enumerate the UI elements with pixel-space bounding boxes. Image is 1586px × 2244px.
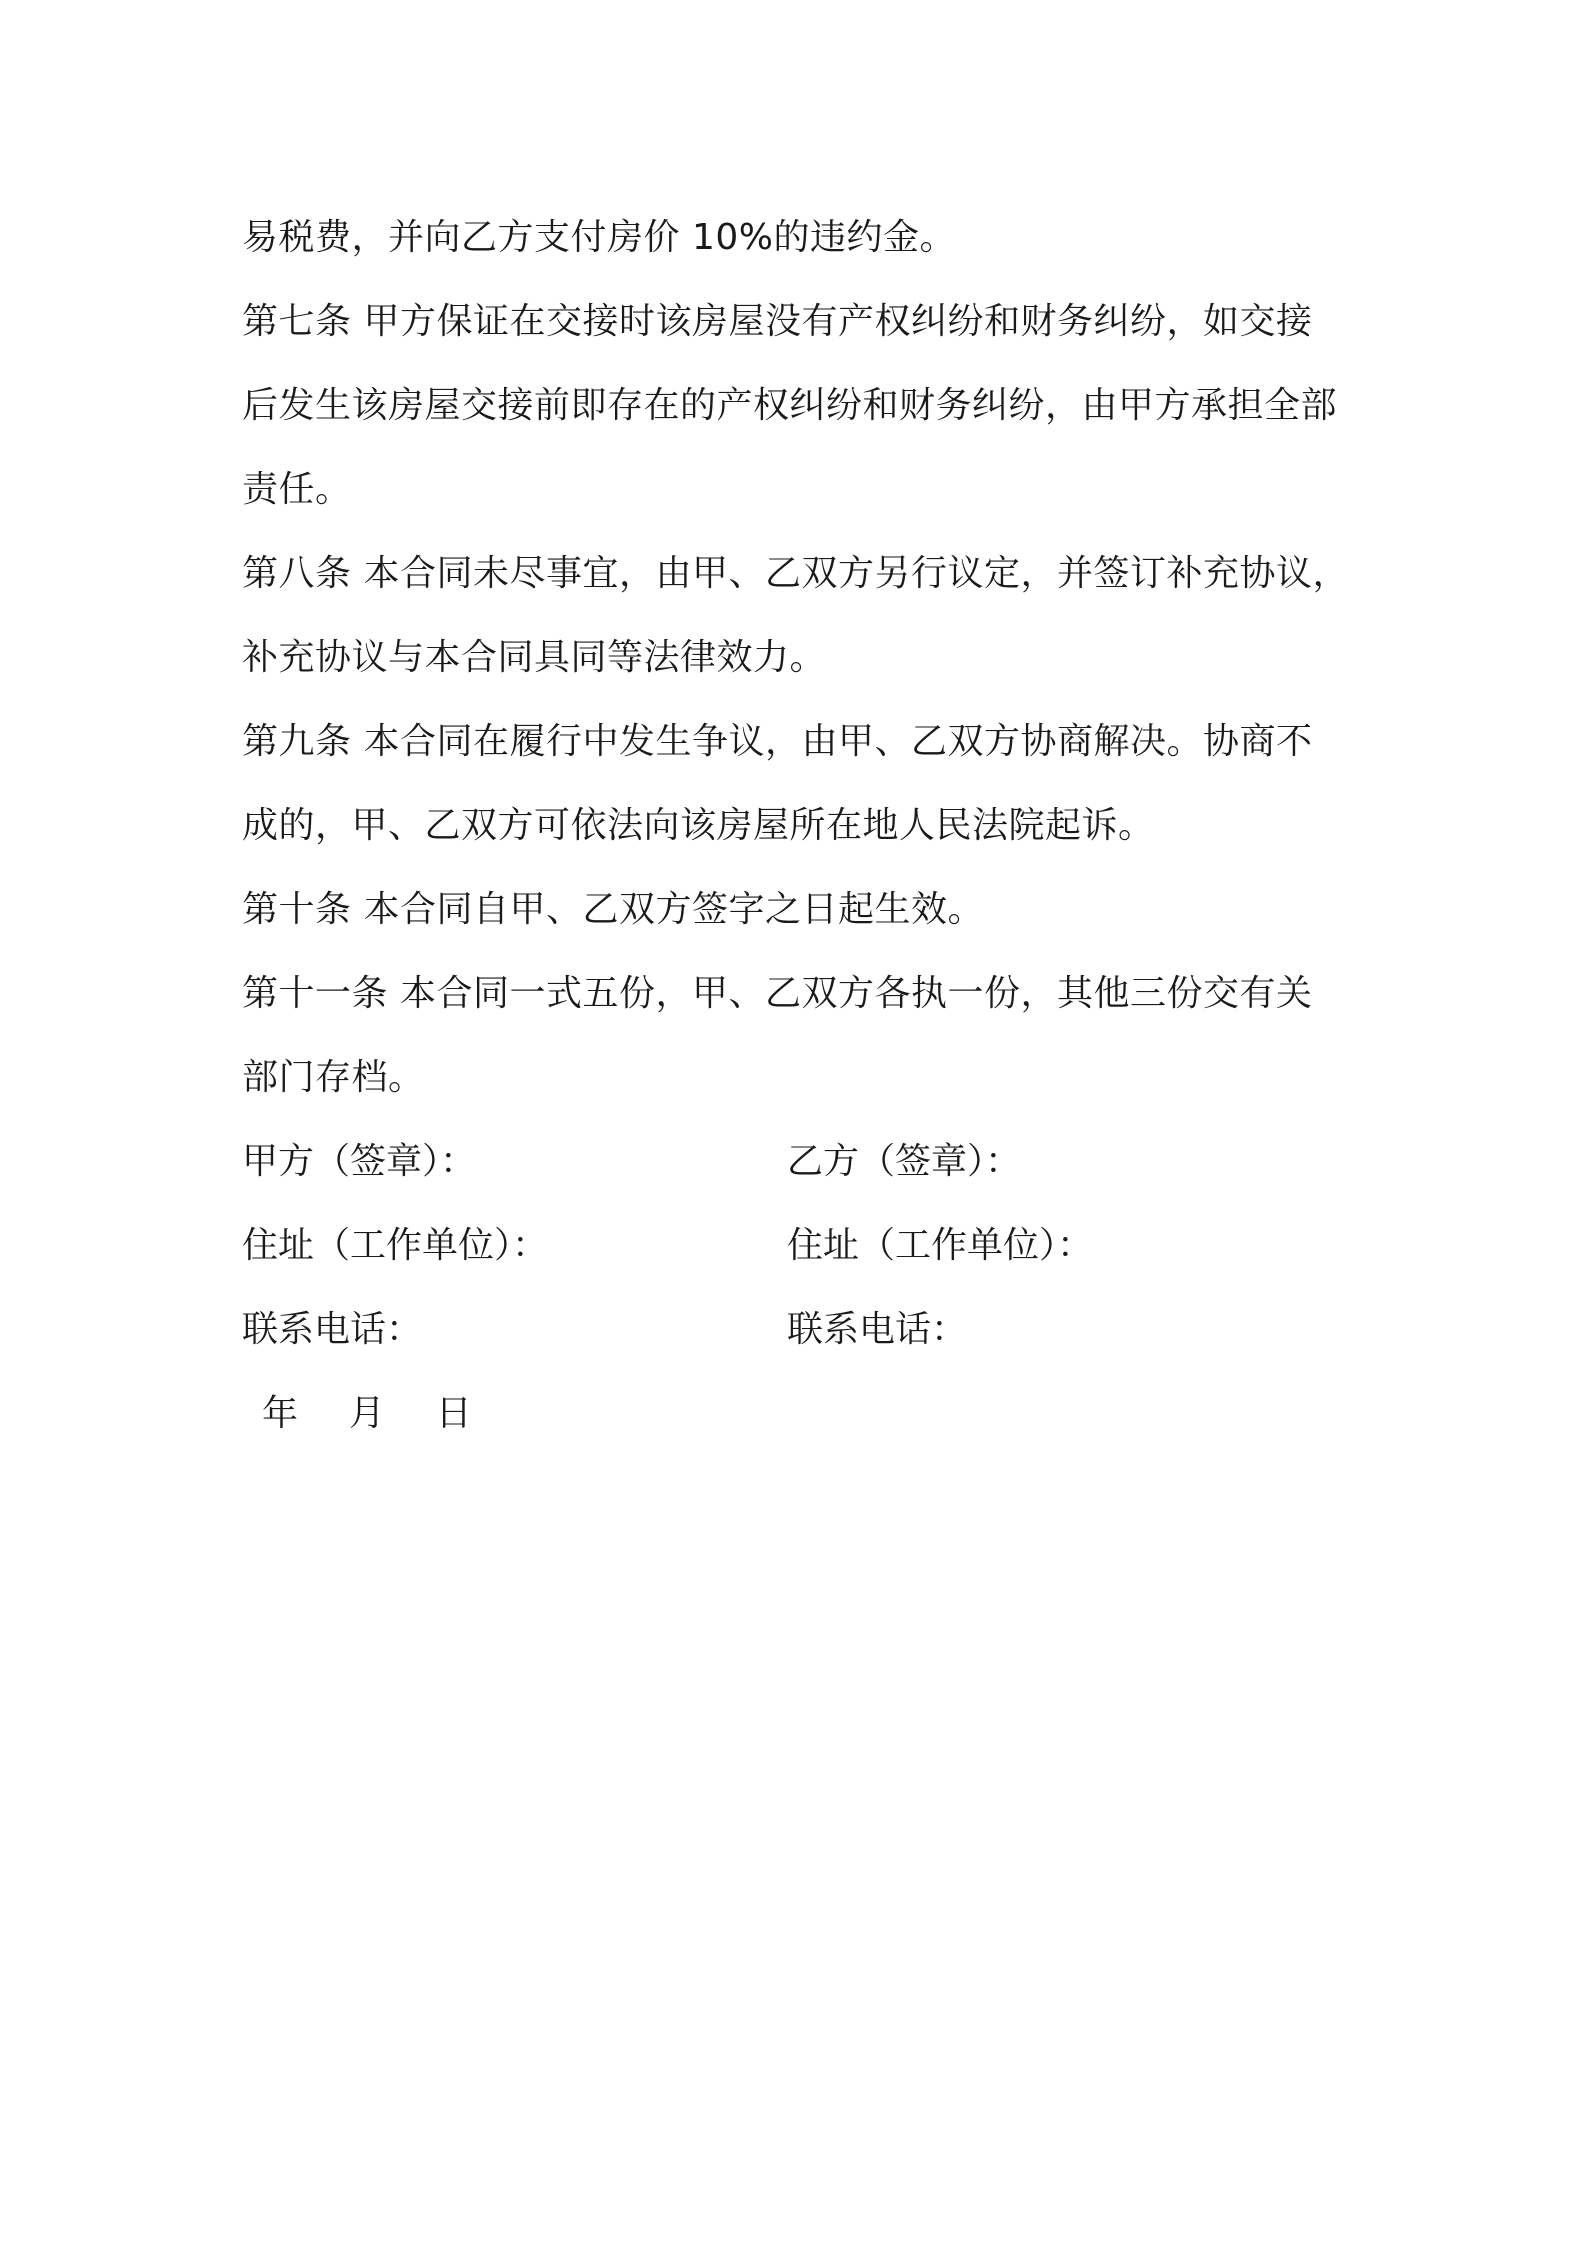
clause-9-line-2: 成的，甲、乙双方可依法向该房屋所在地人民法院起诉。	[242, 805, 1155, 846]
contract-body	[242, 196, 1362, 1456]
signing-date: 年 月 日	[262, 1393, 472, 1434]
signature-phone-row	[242, 1288, 1362, 1372]
clause-8-line-1: 第八条 本合同未尽事宜，由甲、乙双方另行议定，并签订补充协议，	[242, 553, 1349, 594]
party-b-phone-label: 联系电话：	[787, 1309, 968, 1350]
signature-address-row	[242, 1204, 1362, 1288]
clause-7-line-1: 第七条 甲方保证在交接时该房屋没有产权纠纷和财务纠纷，如交接	[242, 301, 1313, 342]
clause-11-line-1: 第十一条 本合同一式五份，甲、乙双方各执一份，其他三份交有关	[242, 973, 1313, 1014]
party-b-address-label: 住址（工作单位）：	[787, 1225, 1094, 1266]
clause-8-line-2: 补充协议与本合同具同等法律效力。	[242, 637, 827, 678]
clause-9-line-1: 第九条 本合同在履行中发生争议，由甲、乙双方协商解决。协商不	[242, 721, 1313, 762]
party-b-seal-label: 乙方（签章）：	[787, 1141, 1022, 1182]
clause-10-line-1: 第十条 本合同自甲、乙双方签字之日起生效。	[242, 889, 984, 930]
clause-11-line-2: 部门存档。	[242, 1057, 425, 1098]
clause-7-line-2: 后发生该房屋交接前即存在的产权纠纷和财务纠纷，由甲方承担全部	[242, 385, 1338, 426]
party-a-seal-label: 甲方（签章）：	[242, 1141, 477, 1182]
party-a-address-label: 住址（工作单位）：	[242, 1225, 549, 1266]
clause-6-tail-line: 易税费，并向乙方支付房价 10%的违约金。	[242, 217, 956, 258]
clause-7-line-3: 责任。	[242, 469, 352, 510]
party-a-phone-label: 联系电话：	[242, 1309, 423, 1350]
signature-seal-row	[242, 1120, 1362, 1204]
